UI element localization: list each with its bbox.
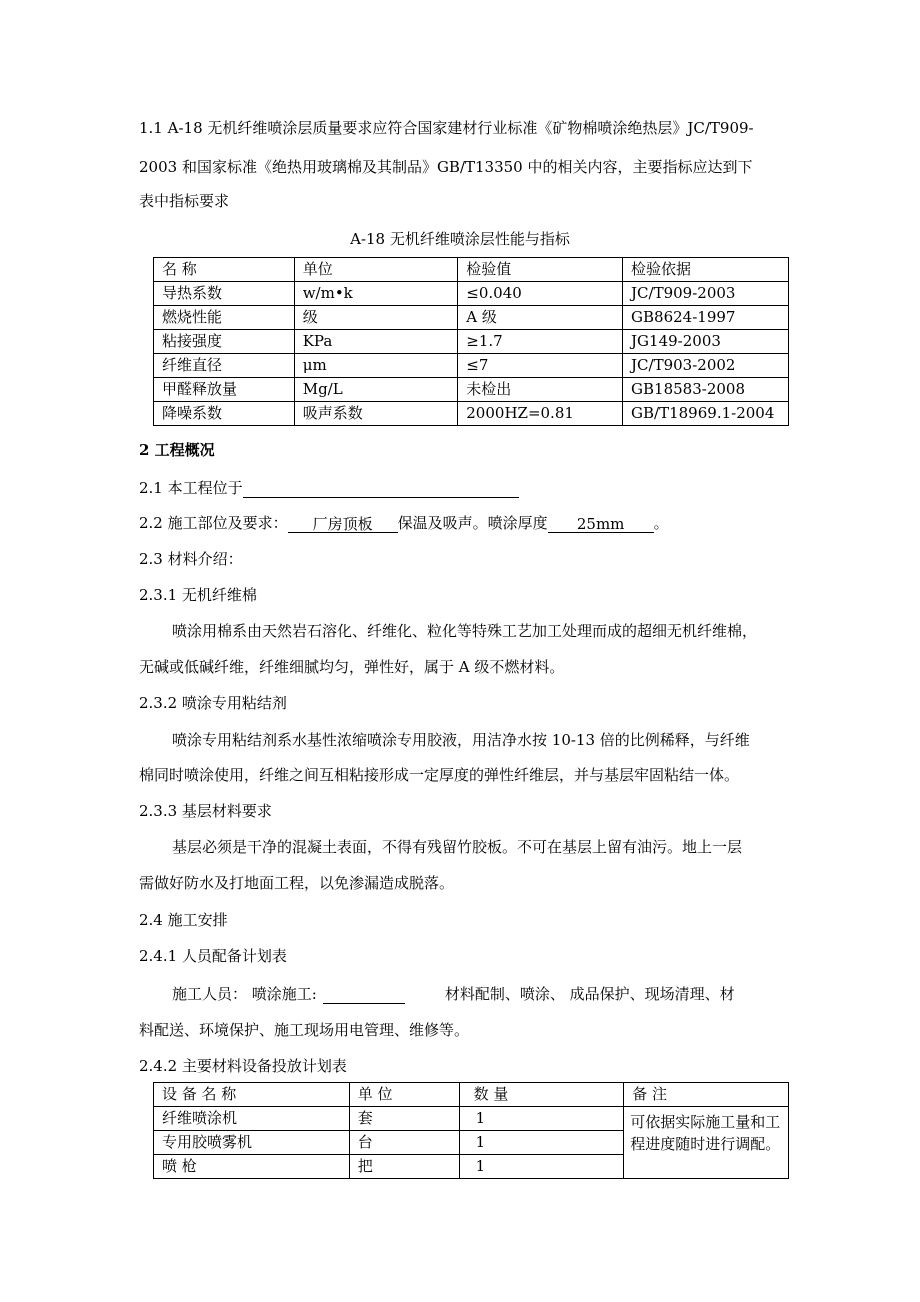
staffing-line bbox=[172, 984, 735, 1004]
table-cell: JC/T903-2002 bbox=[623, 354, 789, 378]
header-cell: 单 位 bbox=[349, 1083, 459, 1107]
table-cell: 台 bbox=[349, 1131, 459, 1155]
header-cell: 检验依据 bbox=[623, 258, 789, 282]
table-cell: ≥1.7 bbox=[458, 330, 623, 354]
table-cell: ≤0.040 bbox=[458, 282, 623, 306]
header-cell: 备 注 bbox=[624, 1083, 789, 1107]
table-cell: 吸声系数 bbox=[294, 402, 458, 426]
location-blank bbox=[243, 479, 519, 498]
table-row bbox=[154, 402, 789, 426]
subsection-heading: 2.4.1 人员配备计划表 bbox=[139, 947, 287, 965]
table1-caption: A-18 无机纤维喷涂层性能与指标 bbox=[350, 230, 570, 248]
table-cell: 1 bbox=[459, 1107, 624, 1131]
table-cell: w/m•k bbox=[294, 282, 458, 306]
table-cell: 甲醛释放量 bbox=[154, 378, 295, 402]
subsection-heading: 2.4.2 主要材料设备投放计划表 bbox=[139, 1057, 347, 1075]
requirements-text: 保温及吸声。喷涂厚度 bbox=[397, 514, 548, 532]
table-row bbox=[154, 378, 789, 402]
table-row bbox=[154, 282, 789, 306]
header-cell: 数 量 bbox=[459, 1083, 624, 1107]
remarks-cell: 可依据实际施工量和工程进度随时进行调配。 bbox=[624, 1107, 789, 1179]
location-line bbox=[139, 478, 519, 498]
subsection-heading: 2.3.2 喷涂专用粘结剂 bbox=[139, 694, 287, 712]
table-cell: 把 bbox=[349, 1155, 459, 1179]
thickness-value: 25mm bbox=[548, 514, 654, 533]
section-heading: 2 工程概况 bbox=[139, 441, 215, 459]
table-cell: GB/T18969.1-2004 bbox=[623, 402, 789, 426]
paragraph-line: 基层必须是干净的混凝土表面，不得有残留竹胶板。不可在基层上留有油污。地上一层 bbox=[172, 838, 743, 856]
paragraph-line: 无碱或低碱纤维，纤维细腻均匀，弹性好，属于 A 级不燃材料。 bbox=[139, 658, 565, 676]
location-label: 2.1 本工程位于 bbox=[139, 479, 243, 497]
paragraph-line: 料配送、环境保护、施工现场用电管理、维修等。 bbox=[139, 1021, 470, 1039]
table-cell: 1 bbox=[459, 1155, 624, 1179]
paragraph-line: 棉同时喷涂使用，纤维之间互相粘接形成一定厚度的弹性纤维层，并与基层牢固粘结一体。 bbox=[139, 766, 740, 784]
table-cell: JC/T909-2003 bbox=[623, 282, 789, 306]
intro-line-2: 2003 和国家标准《绝热用玻璃棉及其制品》GB/T13350 中的相关内容，主要指标应达到下 bbox=[139, 158, 753, 176]
table-cell: ≤7 bbox=[458, 354, 623, 378]
paragraph-line: 喷涂用棉系由天然岩石溶化、纤维化、粒化等特殊工艺加工处理而成的超细无机纤维棉， bbox=[172, 622, 758, 640]
table-header-row bbox=[154, 258, 789, 282]
table-cell: 导热系数 bbox=[154, 282, 295, 306]
table-cell: Mg/L bbox=[294, 378, 458, 402]
header-cell: 名 称 bbox=[154, 258, 295, 282]
table-cell: 套 bbox=[349, 1107, 459, 1131]
location-value: 厂房顶板 bbox=[288, 514, 398, 533]
requirements-end: 。 bbox=[653, 514, 669, 532]
staffing-blank bbox=[323, 985, 405, 1004]
table-cell: μm bbox=[294, 354, 458, 378]
intro-line-1: 1.1 A-18 无机纤维喷涂层质量要求应符合国家建材行业标准《矿物棉喷涂绝热层》JC/T909- bbox=[139, 119, 754, 137]
subsection-heading: 2.4 施工安排 bbox=[139, 911, 228, 929]
paragraph-line: 需做好防水及打地面工程，以免渗漏造成脱落。 bbox=[139, 874, 455, 892]
table-cell: GB18583-2008 bbox=[623, 378, 789, 402]
table-cell: 粘接强度 bbox=[154, 330, 295, 354]
table-row bbox=[154, 1107, 789, 1131]
table-cell: JG149-2003 bbox=[623, 330, 789, 354]
table-cell: KPa bbox=[294, 330, 458, 354]
table-cell: 未检出 bbox=[458, 378, 623, 402]
table-header-row bbox=[154, 1083, 789, 1107]
table-cell: 专用胶喷雾机 bbox=[154, 1131, 350, 1155]
paragraph-line: 喷涂专用粘结剂系水基性浓缩喷涂专用胶液，用洁净水按 10-13 倍的比例稀释，与纤维 bbox=[172, 731, 750, 749]
table-cell: 纤维直径 bbox=[154, 354, 295, 378]
table-cell: 纤维喷涂机 bbox=[154, 1107, 350, 1131]
subsection-heading: 2.3.1 无机纤维棉 bbox=[139, 586, 257, 604]
table-cell: A 级 bbox=[458, 306, 623, 330]
intro-line-3: 表中指标要求 bbox=[139, 192, 230, 210]
table-row bbox=[154, 306, 789, 330]
table-cell: 降噪系数 bbox=[154, 402, 295, 426]
header-cell: 设 备 名 称 bbox=[154, 1083, 350, 1107]
table-cell: 2000HZ=0.81 bbox=[458, 402, 623, 426]
table-row bbox=[154, 354, 789, 378]
materials-heading: 2.3 材料介绍： bbox=[139, 550, 243, 568]
table-cell: 级 bbox=[294, 306, 458, 330]
table-cell: 燃烧性能 bbox=[154, 306, 295, 330]
performance-table bbox=[153, 257, 789, 426]
table-cell: GB8624-1997 bbox=[623, 306, 789, 330]
header-cell: 单位 bbox=[294, 258, 458, 282]
subsection-heading: 2.3.3 基层材料要求 bbox=[139, 802, 272, 820]
staffing-duties: 材料配制、喷涂、 成品保护、现场清理、材 bbox=[444, 985, 735, 1003]
table-cell: 1 bbox=[459, 1131, 624, 1155]
requirements-label: 2.2 施工部位及要求： bbox=[139, 514, 288, 532]
staffing-label: 施工人员： 喷涂施工: bbox=[172, 985, 317, 1003]
requirements-line bbox=[139, 513, 669, 533]
table-row bbox=[154, 330, 789, 354]
table-cell: 喷 枪 bbox=[154, 1155, 350, 1179]
header-cell: 检验值 bbox=[458, 258, 623, 282]
equipment-table bbox=[153, 1082, 789, 1179]
